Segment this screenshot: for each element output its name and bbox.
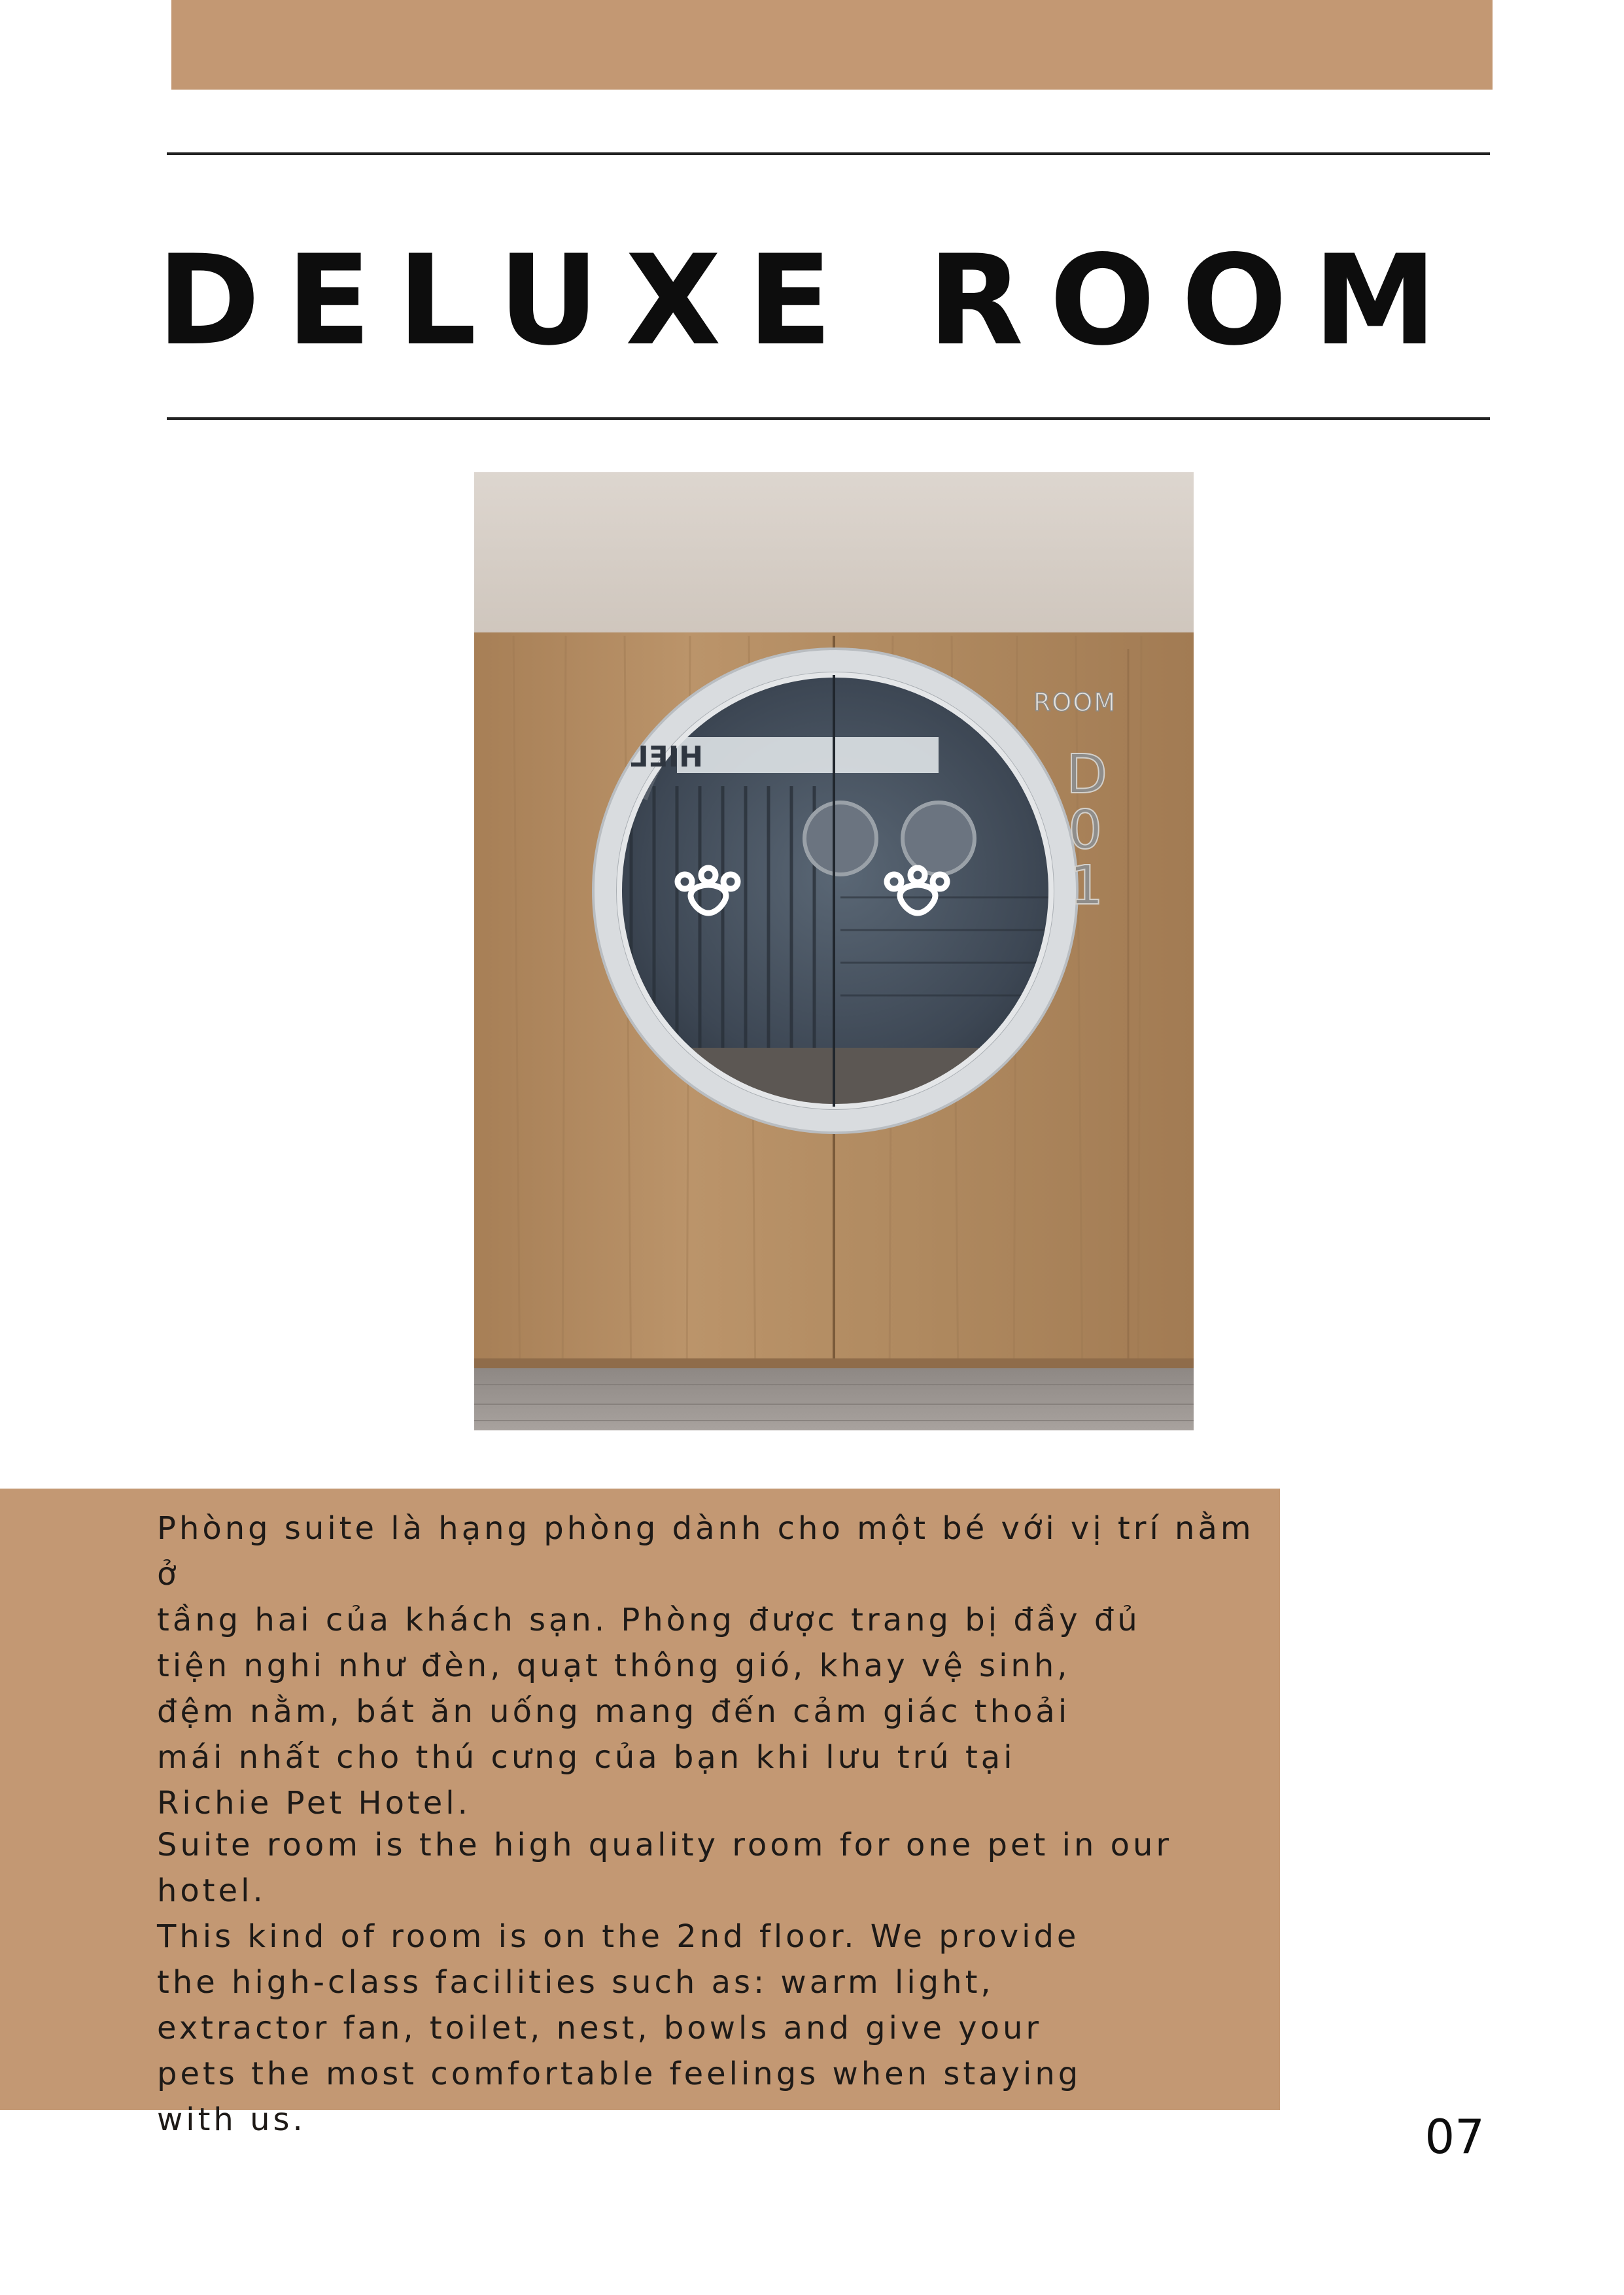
room-sign-label: ROOM xyxy=(1033,688,1117,717)
description-vietnamese: Phòng suite là hạng phòng dành cho một bé với vị trí nằm ở tầng hai của khách sạn. Phòng được trang bị đầy đủ tiện nghi như đèn, quạt thông gió, khay vệ sinh, đệm nằm, bát ăn uống mang đến cảm giác thoải mái nhất cho thú cưng của bạn khi lưu trú tại Richie Pet Hotel. xyxy=(157,1510,1254,1821)
room-sign-number xyxy=(1066,744,1107,917)
description-english: Suite room is the high quality room for one pet in our hotel. This kind of room is on the 2nd floor. We provide the high-class facilities such as: warm light, extractor fan, toilet, nest, bowls and give your pets the most comfortable feelings when staying with us. xyxy=(157,1827,1173,2138)
svg-text:0: 0 xyxy=(1068,799,1103,861)
svg-text:D: D xyxy=(1066,744,1108,806)
page-number: 07 xyxy=(1425,2109,1485,2164)
title-rule-bottom xyxy=(167,417,1490,420)
svg-text:1: 1 xyxy=(1069,855,1104,917)
title-rule-top xyxy=(167,152,1490,155)
glass-reflection-text: HIEL xyxy=(630,740,703,774)
page-title: DELUXE ROOM xyxy=(157,228,1463,373)
top-accent-bar xyxy=(171,0,1493,90)
room-photo xyxy=(474,472,1194,1430)
